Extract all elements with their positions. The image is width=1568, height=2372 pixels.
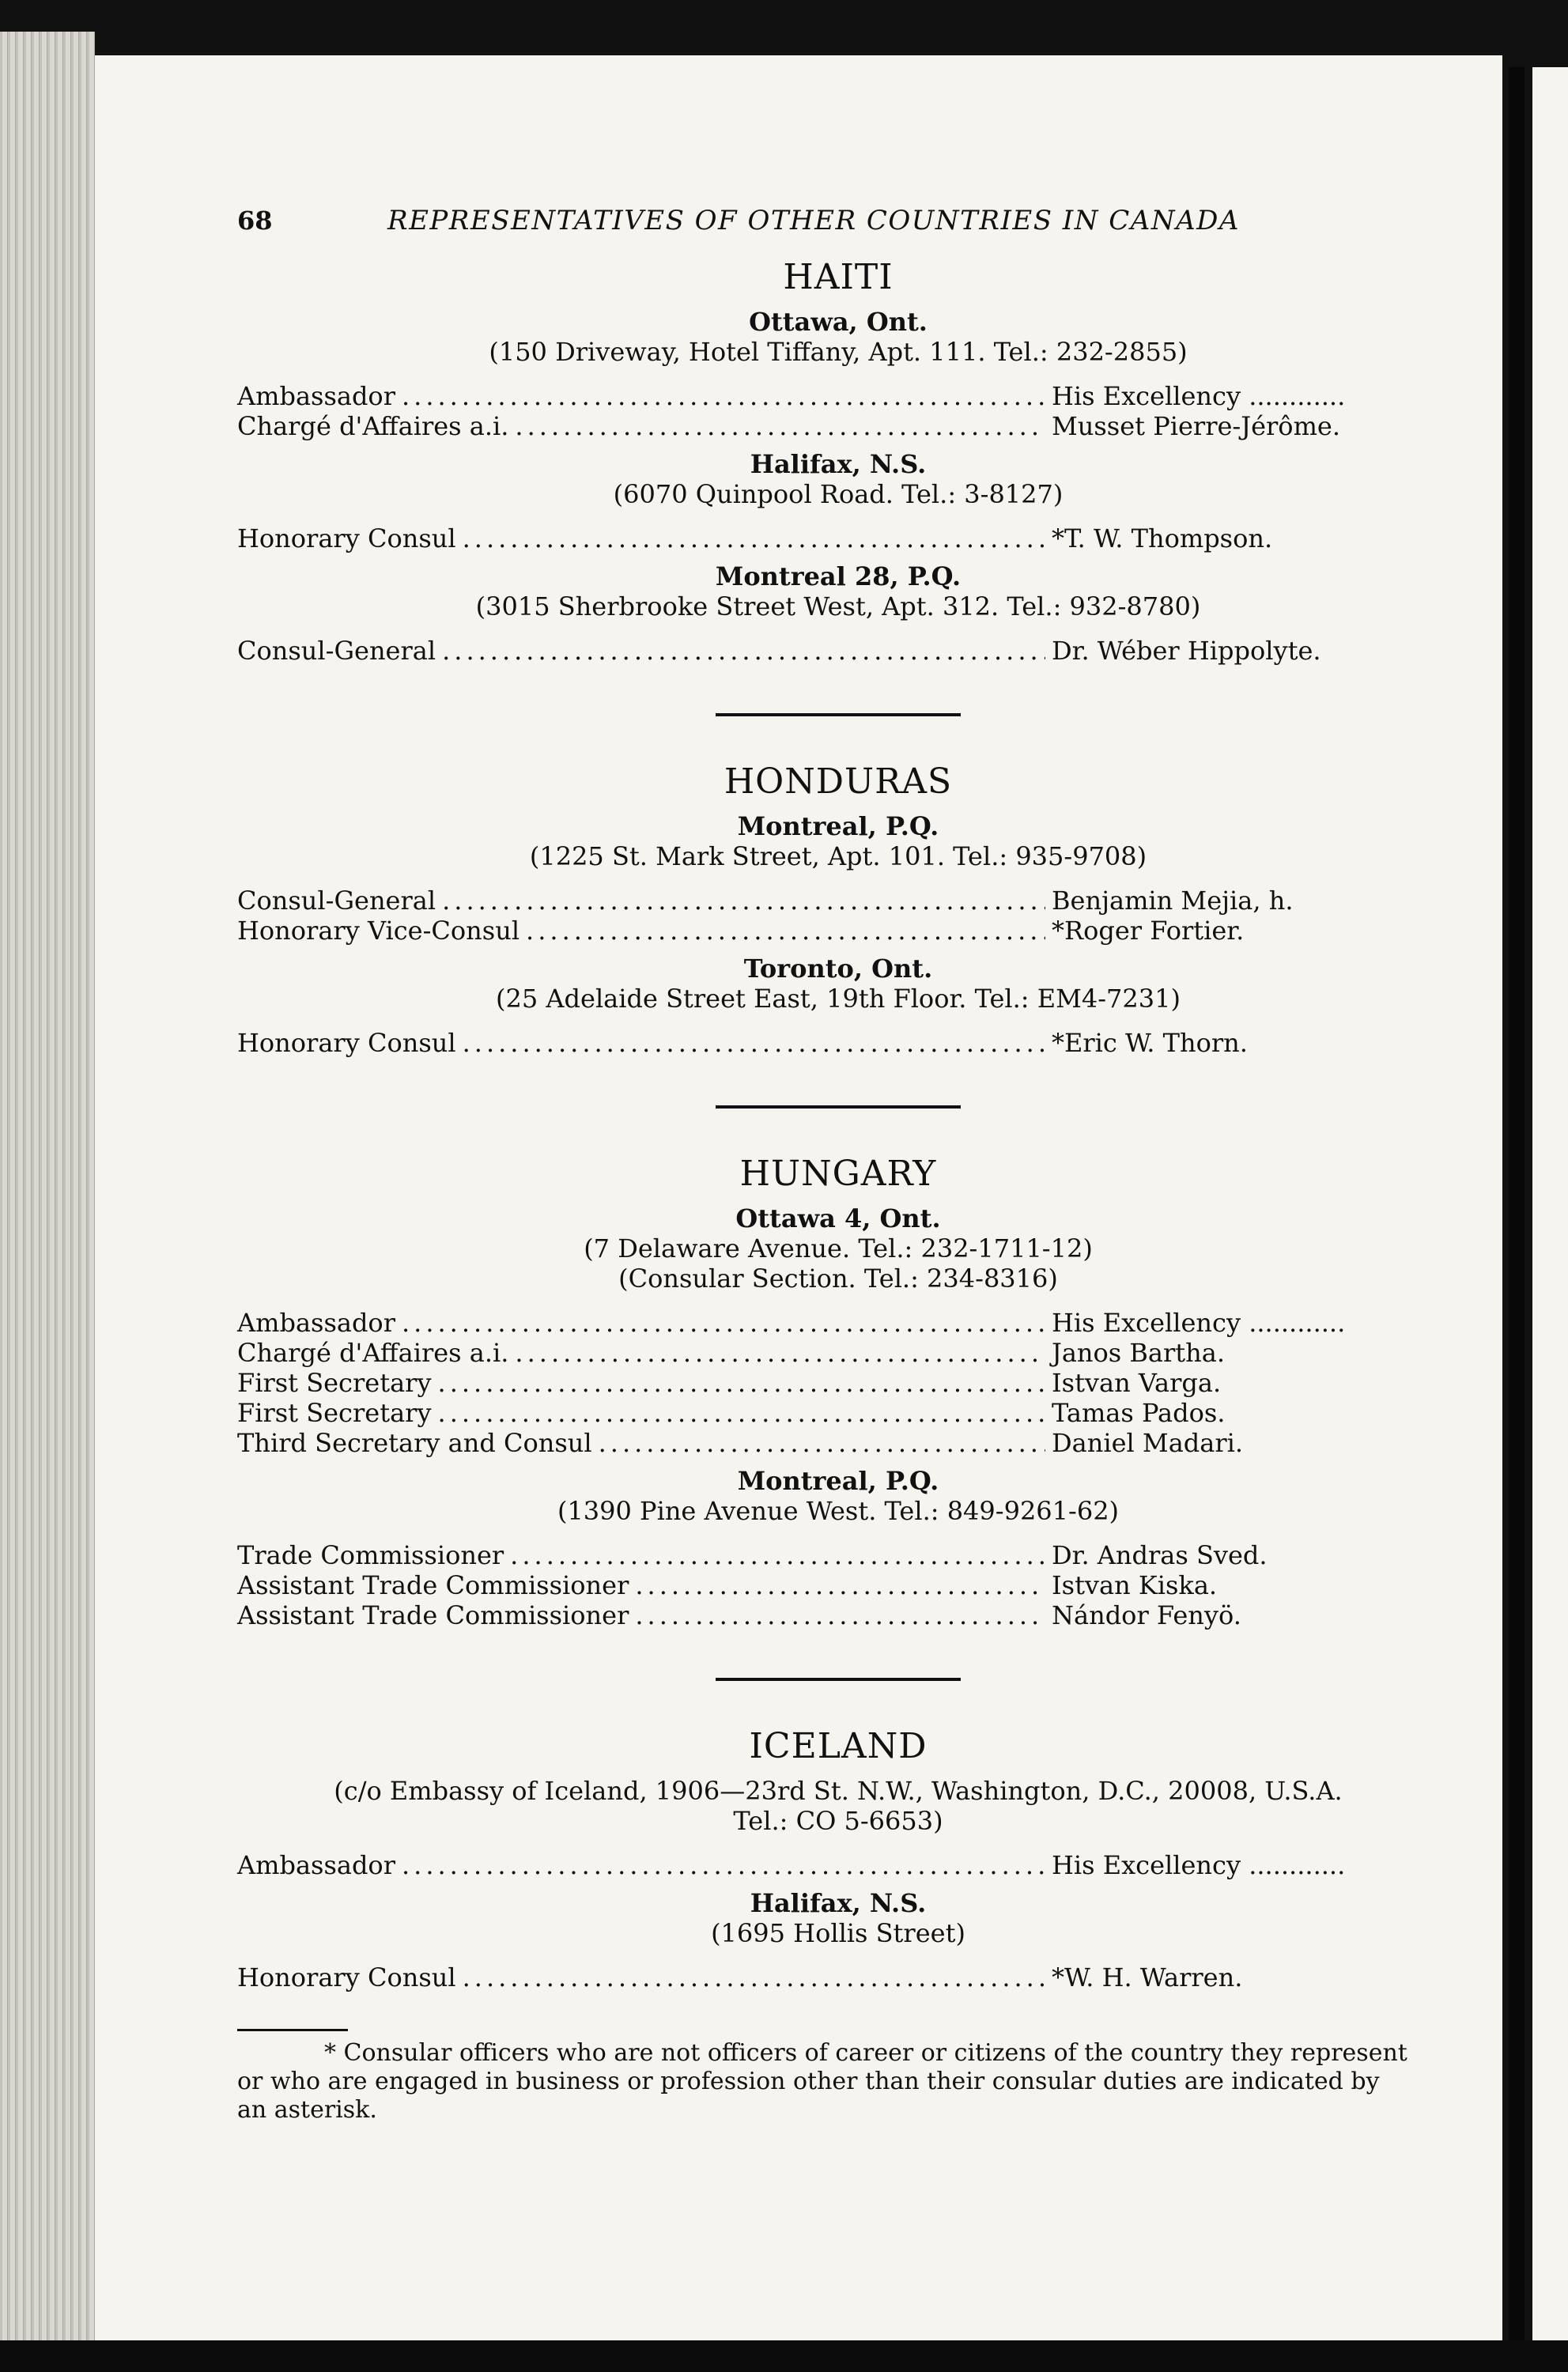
section-separator xyxy=(716,713,961,716)
location-address: (1695 Hollis Street) xyxy=(711,1918,965,1948)
staff-title: First Secretary xyxy=(237,1398,432,1428)
country-section xyxy=(237,256,1439,666)
staff-title: Consul-General xyxy=(237,886,436,916)
staff-name: *Roger Fortier. xyxy=(1052,916,1245,946)
staff-title: Honorary Vice-Consul xyxy=(237,916,520,946)
page-border-right xyxy=(1509,67,1525,2344)
staff-entry xyxy=(237,886,1439,916)
location-city: Ottawa, Ont. xyxy=(749,307,928,337)
staff-entry xyxy=(237,381,1439,411)
dot-leader xyxy=(402,1850,1045,1880)
staff-title: Consul-General xyxy=(237,636,436,666)
location-address: (150 Driveway, Hotel Tiffany, Apt. 111. Tel.: 232-2855) xyxy=(489,337,1188,367)
staff-title: Chargé d'Affaires a.i. xyxy=(237,1338,509,1368)
footnote-rule xyxy=(237,2029,348,2031)
staff-title: Assistant Trade Commissioner xyxy=(237,1570,629,1600)
staff-title: Honorary Consul xyxy=(237,523,456,553)
running-title: REPRESENTATIVES OF OTHER COUNTRIES IN CANADA xyxy=(387,205,1240,236)
section-separator xyxy=(716,1105,961,1109)
country-heading: HAITI xyxy=(783,257,894,297)
staff-name: Istvan Varga. xyxy=(1052,1368,1222,1398)
staff-entry xyxy=(237,1962,1439,1992)
staff-title: Honorary Consul xyxy=(237,1028,456,1058)
footnote: * Consular officers who are not officers of career or citizens of the country they represent or who are engaged in business or profession other than their consular duties are indicated by an asterisk. xyxy=(237,2039,1407,2124)
location-city: Montreal 28, P.Q. xyxy=(715,561,962,591)
dot-leader xyxy=(526,916,1045,946)
dot-leader xyxy=(402,1308,1045,1338)
staff-title: Chargé d'Affaires a.i. xyxy=(237,411,509,441)
country-heading: HUNGARY xyxy=(739,1154,937,1194)
staff-name: Tamas Pados. xyxy=(1052,1398,1226,1428)
staff-title: Assistant Trade Commissioner xyxy=(237,1600,629,1630)
location-address: Tel.: CO 5-6653) xyxy=(733,1806,943,1836)
dot-leader xyxy=(515,1338,1045,1368)
section-separator xyxy=(716,1678,961,1681)
dot-leader xyxy=(463,523,1045,553)
staff-entry xyxy=(237,411,1439,441)
staff-title: Trade Commissioner xyxy=(237,1540,504,1570)
location-city: Ottawa 4, Ont. xyxy=(735,1203,941,1233)
staff-name: His Excellency ............ xyxy=(1052,381,1346,411)
location-city: Montreal, P.Q. xyxy=(737,811,939,841)
staff-name: Dr. Andras Sved. xyxy=(1052,1540,1268,1570)
location-city: Toronto, Ont. xyxy=(743,954,933,984)
staff-entry xyxy=(237,636,1439,666)
staff-entry xyxy=(237,1428,1439,1458)
staff-entry xyxy=(237,1600,1439,1630)
staff-name: *T. W. Thompson. xyxy=(1052,523,1273,553)
location-city: Halifax, N.S. xyxy=(750,449,927,479)
location-address: (3015 Sherbrooke Street West, Apt. 312. Tel.: 932-8780) xyxy=(475,591,1201,621)
dot-leader xyxy=(463,1028,1045,1058)
staff-entry xyxy=(237,1570,1439,1600)
staff-title: Ambassador xyxy=(237,1308,395,1338)
country-sections xyxy=(237,256,1439,1992)
location-address: (c/o Embassy of Iceland, 1906—23rd St. N.W., Washington, D.C., 20008, U.S.A. xyxy=(334,1776,1343,1806)
page-number: 68 xyxy=(237,206,273,236)
staff-entry xyxy=(237,1368,1439,1398)
dot-leader xyxy=(515,411,1045,441)
page-edge-right xyxy=(1532,67,1568,2344)
country-heading: ICELAND xyxy=(749,1726,928,1766)
country-section xyxy=(237,761,1439,1058)
staff-entry xyxy=(237,1338,1439,1368)
page-header xyxy=(237,206,1439,236)
staff-name: *Eric W. Thorn. xyxy=(1052,1028,1248,1058)
dot-leader xyxy=(635,1600,1045,1630)
dot-leader xyxy=(510,1540,1045,1570)
dot-leader xyxy=(438,1368,1045,1398)
location-address: (25 Adelaide Street East, 19th Floor. Tel.: EM4-7231) xyxy=(496,984,1181,1014)
staff-entry xyxy=(237,523,1439,553)
staff-entry xyxy=(237,1308,1439,1338)
staff-name: Istvan Kiska. xyxy=(1052,1570,1218,1600)
country-section xyxy=(237,1153,1439,1630)
location-city: Montreal, P.Q. xyxy=(737,1466,939,1496)
staff-name: Daniel Madari. xyxy=(1052,1428,1244,1458)
staff-name: Benjamin Mejia, h. xyxy=(1052,886,1294,916)
dot-leader xyxy=(402,381,1045,411)
dot-leader xyxy=(599,1428,1045,1458)
staff-title: Ambassador xyxy=(237,1850,395,1880)
staff-name: Janos Bartha. xyxy=(1052,1338,1225,1368)
dot-leader xyxy=(463,1962,1045,1992)
location-address: (Consular Section. Tel.: 234-8316) xyxy=(618,1263,1058,1294)
location-address: (7 Delaware Avenue. Tel.: 232-1711-12) xyxy=(584,1233,1093,1263)
location-city: Halifax, N.S. xyxy=(750,1888,927,1918)
country-heading: HONDURAS xyxy=(724,761,953,802)
staff-title: Honorary Consul xyxy=(237,1962,456,1992)
location-address: (1390 Pine Avenue West. Tel.: 849-9261-62) xyxy=(557,1496,1120,1526)
staff-entry xyxy=(237,916,1439,946)
staff-name: His Excellency ............ xyxy=(1052,1850,1346,1880)
staff-name: Dr. Wéber Hippolyte. xyxy=(1052,636,1321,666)
scan-bottom-edge xyxy=(0,2340,1568,2372)
staff-name: Musset Pierre-Jérôme. xyxy=(1052,411,1341,441)
binding-edge xyxy=(0,32,95,2364)
staff-name: His Excellency ............ xyxy=(1052,1308,1346,1338)
location-address: (1225 St. Mark Street, Apt. 101. Tel.: 935-9708) xyxy=(529,841,1147,871)
location-address: (6070 Quinpool Road. Tel.: 3-8127) xyxy=(613,479,1064,509)
document-body xyxy=(237,206,1439,2125)
staff-title: Third Secretary and Consul xyxy=(237,1428,592,1458)
staff-name: *W. H. Warren. xyxy=(1052,1962,1243,1992)
dot-leader xyxy=(635,1570,1045,1600)
staff-entry xyxy=(237,1398,1439,1428)
staff-title: Ambassador xyxy=(237,381,395,411)
staff-entry xyxy=(237,1540,1439,1570)
dot-leader xyxy=(438,1398,1045,1428)
staff-name: Nándor Fenyö. xyxy=(1052,1600,1241,1630)
staff-entry xyxy=(237,1850,1439,1880)
country-section xyxy=(237,1725,1439,1992)
staff-entry xyxy=(237,1028,1439,1058)
dot-leader xyxy=(442,886,1045,916)
staff-title: First Secretary xyxy=(237,1368,432,1398)
dot-leader xyxy=(442,636,1045,666)
